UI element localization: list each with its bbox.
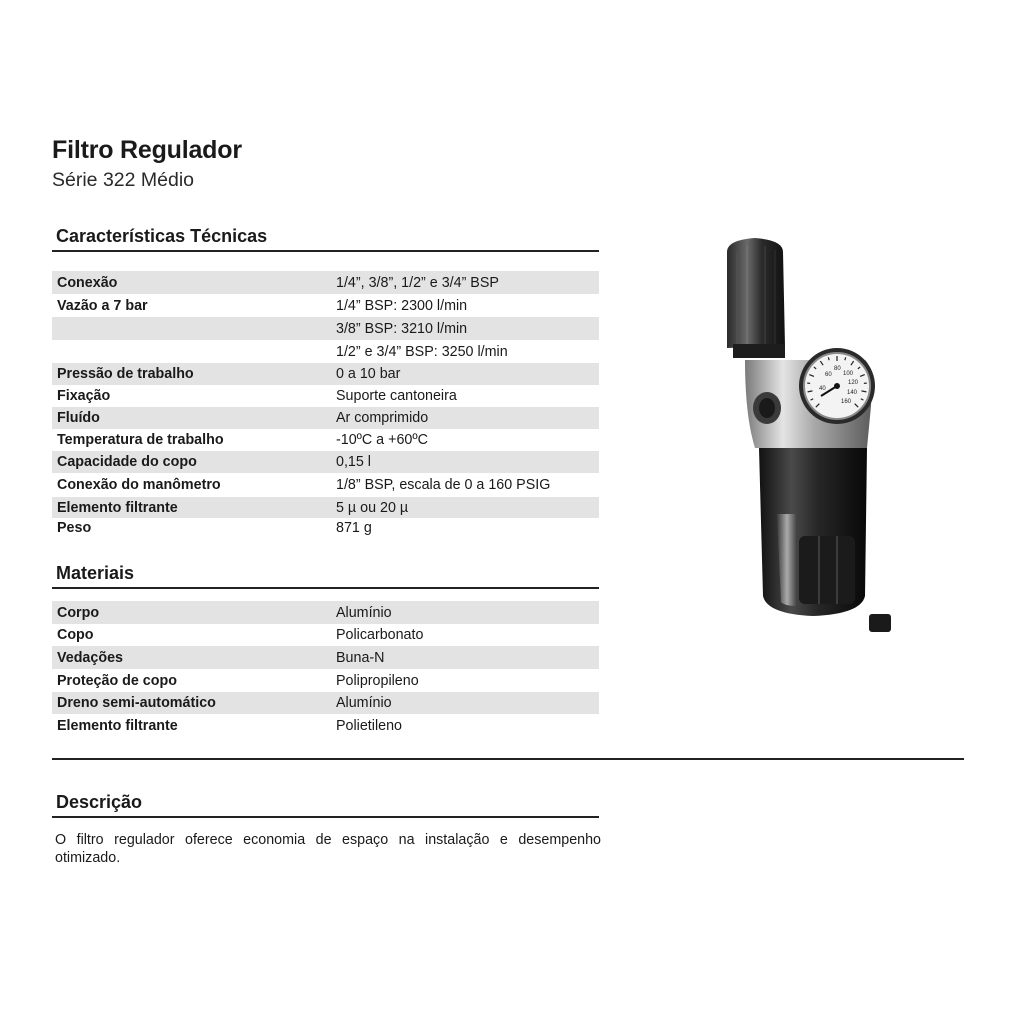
material-label: Dreno semi-automático <box>52 692 333 714</box>
page-title: Filtro Regulador <box>52 136 242 164</box>
spec-row <box>52 429 599 451</box>
spec-value: Ar comprimido <box>333 407 599 429</box>
spec-row <box>52 385 599 407</box>
spec-label <box>52 317 333 340</box>
spec-row <box>52 340 599 363</box>
gauge-tick <box>845 357 846 360</box>
material-row <box>52 669 599 692</box>
material-label: Corpo <box>52 601 333 624</box>
spec-label: Conexão do manômetro <box>57 477 221 493</box>
material-label: Elemento filtrante <box>57 717 178 734</box>
spec-label: Elemento filtrante <box>52 497 333 518</box>
materials-table <box>52 601 599 737</box>
technical-spec-table <box>52 271 599 538</box>
drain-valve <box>869 614 891 632</box>
material-value: Alumínio <box>333 692 599 714</box>
spec-label: Fixação <box>57 388 111 404</box>
spec-value: 0 a 10 bar <box>333 363 599 385</box>
material-label: Copo <box>57 627 94 643</box>
gauge-tick <box>828 357 829 360</box>
material-label: Proteção de copo <box>57 672 177 689</box>
material-row <box>52 714 599 737</box>
adjust-knob <box>727 238 785 348</box>
spec-value: 1/4”, 3/8”, 1/2” e 3/4” BSP <box>333 271 599 294</box>
spec-value: 1/4” BSP: 2300 l/min <box>336 297 468 314</box>
material-row <box>52 646 599 669</box>
spec-row <box>52 363 599 385</box>
spec-label: Fluído <box>52 407 333 429</box>
material-row <box>52 601 599 624</box>
gauge-scale-label: 140 <box>847 390 858 396</box>
spec-label: Temperatura de trabalho <box>57 432 224 448</box>
spec-row <box>52 473 599 497</box>
material-row <box>52 624 599 646</box>
material-label: Vedações <box>52 646 333 669</box>
spec-row <box>52 518 599 538</box>
material-value: Polipropileno <box>336 672 419 689</box>
description-text: O filtro regulador oferece economia de espaço na instalação e desempenho otimizado. <box>55 832 601 866</box>
description-heading-text: Descrição <box>56 792 143 812</box>
spec-label: Peso <box>57 520 92 536</box>
gauge-scale-label: 80 <box>834 366 841 372</box>
gauge-scale-label: 40 <box>819 386 826 392</box>
spec-value: 0,15 l <box>333 451 599 473</box>
page-subtitle: Série 322 Médio <box>52 169 195 191</box>
filter-bowl <box>759 448 867 616</box>
gauge-scale-label: 120 <box>848 380 859 386</box>
spec-label: Pressão de trabalho <box>52 363 333 385</box>
spec-row <box>52 497 599 518</box>
gauge-scale-label: 60 <box>825 372 832 378</box>
spec-row <box>52 407 599 429</box>
spec-value: 871 g <box>336 520 372 536</box>
filter-regulator-image <box>715 236 915 636</box>
spec-row <box>52 271 599 294</box>
spec-row <box>52 317 599 340</box>
material-value: Polietileno <box>336 717 402 734</box>
material-value: Buna-N <box>333 646 599 669</box>
spec-value: 1/2” e 3/4” BSP: 3250 l/min <box>336 343 508 360</box>
spec-value: Suporte cantoneira <box>336 388 457 404</box>
spec-value: 1/8” BSP, escala de 0 a 160 PSIG <box>336 477 551 493</box>
spec-value: 3/8” BSP: 3210 l/min <box>333 317 599 340</box>
spec-label: Vazão a 7 bar <box>57 297 148 314</box>
spec-value: 5 µ ou 20 µ <box>333 497 599 518</box>
gauge-scale-label: 160 <box>841 399 852 405</box>
spec-label: Conexão <box>52 271 333 294</box>
spec-row <box>52 294 599 317</box>
pressure-gauge-icon <box>799 348 875 424</box>
materials-section-heading <box>52 563 599 589</box>
gauge-scale-label: 100 <box>843 371 854 377</box>
description-section-heading <box>52 792 599 818</box>
materials-heading-text: Materiais <box>56 563 135 583</box>
technical-section-heading <box>52 226 599 252</box>
material-row <box>52 692 599 714</box>
spec-row <box>52 451 599 473</box>
divider-line <box>52 758 964 760</box>
spec-label: Capacidade do copo <box>52 451 333 473</box>
spec-value: -10ºC a +60ºC <box>336 432 428 448</box>
technical-heading-text: Características Técnicas <box>56 226 268 246</box>
material-value: Policarbonato <box>336 627 424 643</box>
spec-label <box>52 340 333 363</box>
material-value: Alumínio <box>333 601 599 624</box>
